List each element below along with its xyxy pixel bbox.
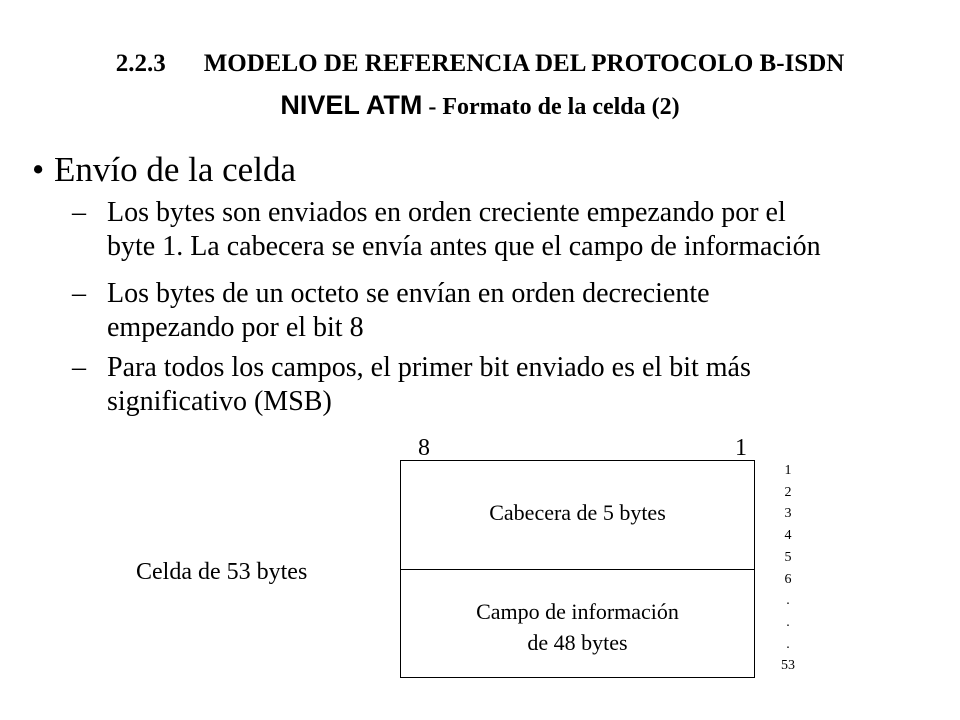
section-title: MODELO DE REFERENCIA DEL PROTOCOLO B-ISDN (203, 50, 845, 77)
octet-number: 3 (784, 506, 792, 522)
main-bullet (32, 150, 296, 190)
dash-icon: – (72, 197, 86, 228)
subpoint-line: Para todos los campos, el primer bit enviado es el bit más (107, 352, 751, 383)
subtitle-rest: - Formato de la celda (2) (422, 94, 680, 120)
header-block-label: Cabecera de 5 bytes (489, 500, 666, 525)
section-number: 2.2.3 (115, 50, 166, 77)
slide-title (0, 49, 960, 79)
octet-number: 6 (784, 571, 792, 587)
atm-cell-diagram (400, 460, 755, 678)
octet-number: 2 (784, 484, 792, 500)
info-block-label (401, 596, 754, 658)
octet-number: 53 (781, 658, 795, 674)
bullet-icon: • (32, 150, 45, 189)
subpoint-line: significativo (MSB) (107, 386, 332, 417)
octet-ellipsis: . (786, 636, 790, 652)
dash-icon: – (72, 278, 86, 309)
octet-number: 4 (784, 528, 792, 544)
dash-icon: – (72, 352, 86, 383)
subpoint-1 (72, 196, 821, 264)
info-block-line: Campo de información (476, 599, 679, 624)
octet-ellipsis: . (786, 593, 790, 609)
cell-size-label: Celda de 53 bytes (136, 559, 308, 585)
bullet-text: Envío de la celda (54, 150, 296, 189)
subpoint-line: byte 1. La cabecera se envía antes que el campo de información (107, 231, 821, 262)
subpoint-3 (72, 351, 751, 419)
block-divider (401, 569, 754, 570)
octet-numbering (776, 460, 800, 677)
octet-number: 5 (784, 549, 792, 565)
subtitle-main: NIVEL ATM (280, 90, 423, 120)
subpoint-2 (72, 277, 710, 345)
slide-subtitle (0, 90, 960, 125)
octet-number: 1 (784, 463, 792, 478)
info-block-line: de 48 bytes (527, 630, 628, 655)
bit-1-label: 1 (735, 435, 747, 461)
bit-8-label: 8 (418, 435, 430, 461)
subpoint-line: Los bytes de un octeto se envían en orden decreciente (107, 278, 710, 309)
octet-ellipsis: . (786, 614, 790, 630)
subpoint-line: Los bytes son enviados en orden creciente empezando por el (107, 197, 786, 228)
subpoint-line: empezando por el bit 8 (107, 312, 364, 343)
